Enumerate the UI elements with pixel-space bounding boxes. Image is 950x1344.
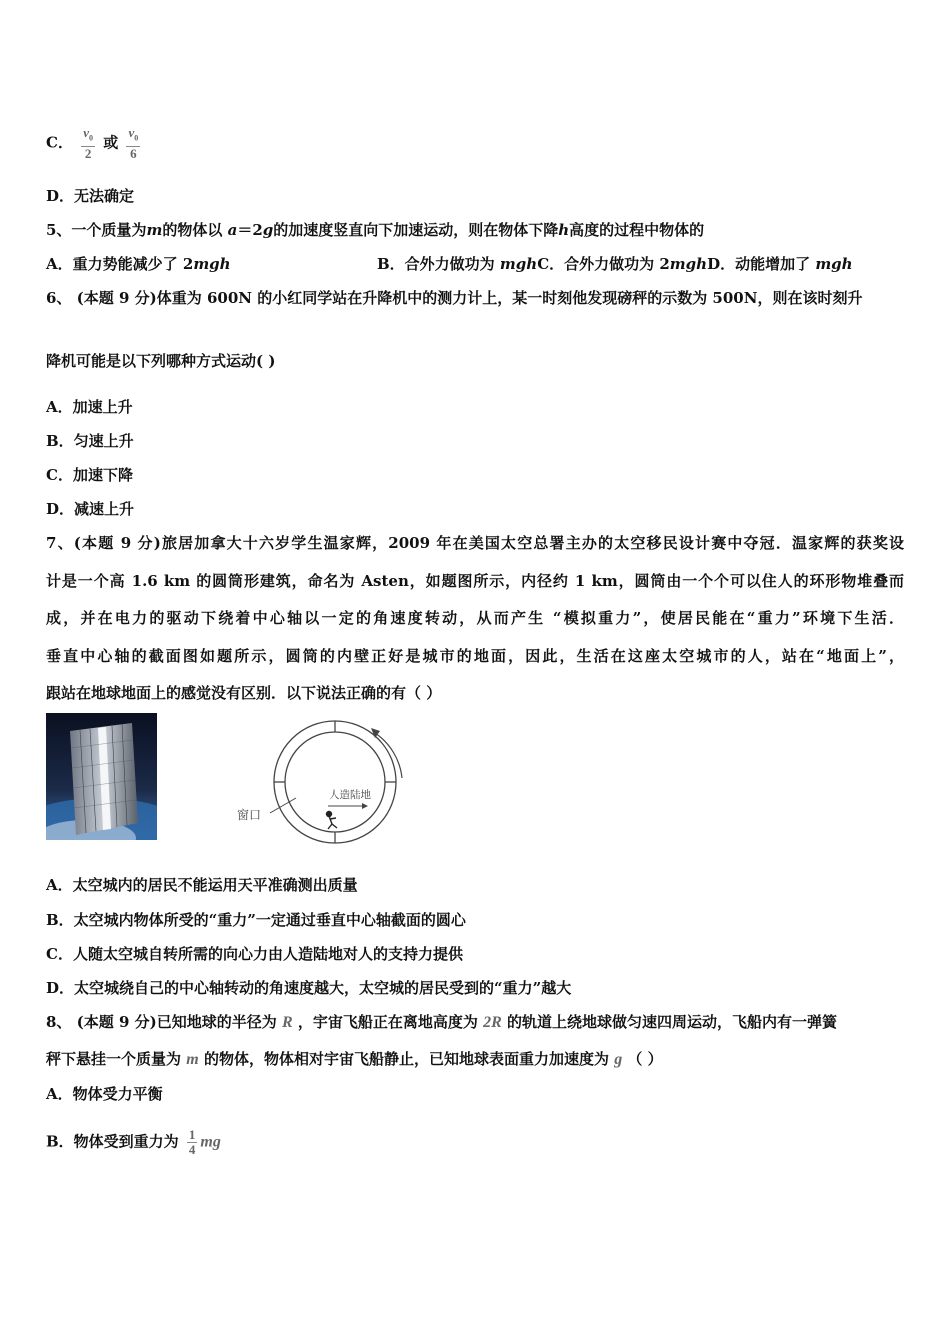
label-artificial-ground: 人造陆地 (329, 790, 371, 801)
q8-stem-line1: 8、 (本题 9 分)已知地球的半径为 R ，宇宙飞船正在离地高度为 2R 的轨道上绕地球做匀速四周运动，飞船内有一弹簧 (46, 1013, 838, 1031)
q8-option-b: B．物体受到重力为 $\frac{1}{4}$ mg (46, 1127, 221, 1157)
q7-stem-line4: 垂直中心轴的截面图如题所示，圆筒的内壁正好是城市的地面，因此，生活在这座太空城市的人，站在“地面上”， (46, 647, 904, 665)
fraction-v0-over-6: $\frac{v_0}{6}$ (128, 125, 139, 161)
fraction-v0-over-2: $\frac{v_0}{2}$ (83, 125, 93, 161)
q6-stem-line2: 降机可能是以下列哪种方式运动( ) (46, 352, 276, 370)
q7-option-b: B．太空城内物体所受的“重力”一定通过垂直中心轴截面的圆心 (46, 911, 466, 929)
q7-option-c: C．人随太空城自转所需的向心力由人造陆地对人的支持力提供 (46, 945, 463, 963)
space-city-photo (46, 713, 157, 840)
q4-option-c: C． $\frac{v_0}{2}$ 或 $\frac{v_0}{6}$ (46, 125, 139, 161)
q8-option-a: A．物体受力平衡 (46, 1085, 163, 1103)
q7-option-d: D．太空城绕自己的中心轴转动的角速度越大，太空城的居民受到的“重力”越大 (46, 979, 572, 997)
q6-stem-line1: 6、 (本题 9 分)体重为 600N 的小红同学站在升降机中的测力计上，某一时刻他发现磅秤的示数为 500N，则在该时刻升 (46, 289, 863, 307)
q7-stem-line5: 跟站在地球地面上的感觉没有区别．以下说法正确的有（ ） (46, 684, 442, 702)
cross-section-diagram (232, 718, 412, 846)
q4-option-d: D．无法确定 (46, 187, 135, 205)
q6-option-c: C．加速下降 (46, 466, 133, 484)
q7-option-a: A．太空城内的居民不能运用天平准确测出质量 (46, 876, 358, 894)
q5-options-bcd: B．合外力做功为 mghC．合外力做功为 2mghD．动能增加了 mgh (377, 255, 853, 273)
q5-option-a: A．重力势能减少了 2mgh (46, 255, 231, 273)
q7-stem-line2: 计是一个高 1.6 km 的圆筒形建筑，命名为 Asten，如题图所示，内径约 1 km，圆筒由一个个可以住人的环形物堆叠而 (46, 572, 904, 590)
q7-stem-line3: 成，并在电力的驱动下绕着中心轴以一定的角速度转动，从而产生 “模拟重力”，使居民能在“重力”环境下生活． (46, 609, 904, 627)
q7-stem-line1: 7、(本题 9 分)旅居加拿大十六岁学生温家辉，2009 年在美国太空总署主办的太空移民设计赛中夺冠．温家辉的获奖设 (46, 534, 904, 552)
q8-stem-line2: 秤下悬挂一个质量为 m 的物体，物体相对宇宙飞船静止，已知地球表面重力加速度为 g （ ） (46, 1050, 663, 1068)
label-window: 窗口 (237, 808, 262, 822)
q6-option-a: A．加速上升 (46, 398, 133, 416)
q6-option-b: B．匀速上升 (46, 432, 134, 450)
fraction-one-quarter: $\frac{1}{4}$ (188, 1127, 196, 1157)
q5-stem: 5、一个质量为m的物体以 a＝2g的加速度竖直向下加速运动，则在物体下降h高度的过程中物体的 (46, 221, 705, 239)
q6-option-d: D．减速上升 (46, 500, 135, 518)
